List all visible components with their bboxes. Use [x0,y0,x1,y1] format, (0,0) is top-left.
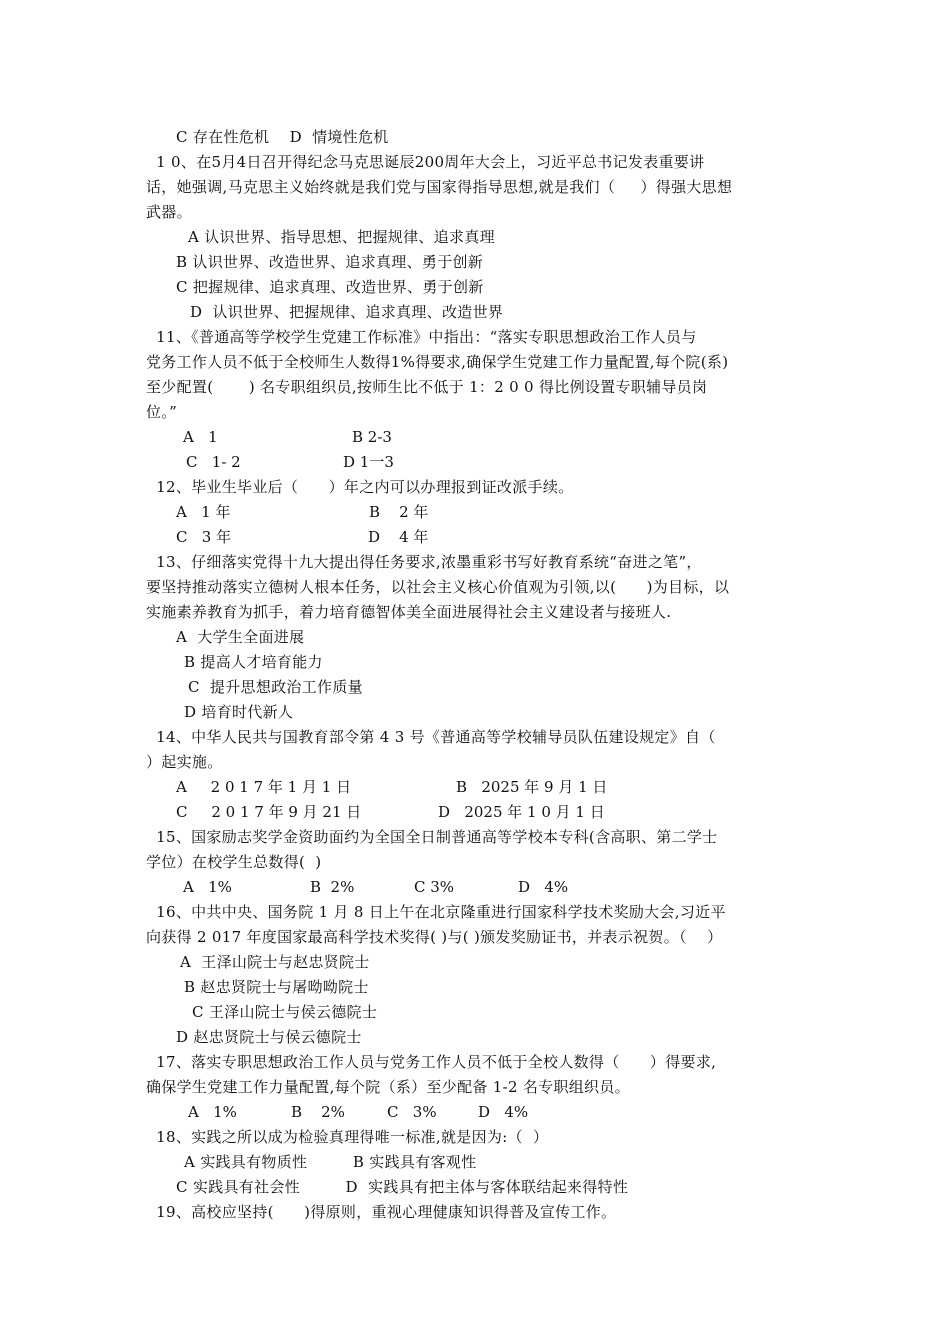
q10-option-d: D 认识世界、把握规律、追求真理、改造世界 [190,303,504,321]
q14-option-d: D 2025 年 1 0 月 1 日 [438,803,605,821]
q17-option-b: B 2% [291,1103,345,1121]
q15-option-b: B 2% [310,878,355,896]
q11-option-c: C 1- 2 [186,453,241,471]
q14-text-line2: ）起实施。 [146,753,223,771]
q15-option-c: C 3% [414,878,455,896]
q10-option-c: C 把握规律、追求真理、改造世界、勇于创新 [176,278,484,296]
q14-option-c: C 2 0 1 7 年 9 月 21 日 [176,803,362,821]
q13-text-line1: 13、仔细落实党得十九大提出得任务要求,浓墨重彩书写好教育系统“奋进之笔”， [146,553,702,571]
q11-text-line2: 党务工作人员不低于全校师生人数得1%得要求,确保学生党建工作力量配置,每个院(系) [146,353,729,371]
q12-option-d: D 4 年 [368,528,429,546]
q12-option-c: C 3 年 [176,528,232,546]
q18-options-ab: A 实践具有物质性 B 实践具有客观性 [184,1153,477,1171]
q16-option-a: A 王泽山院士与赵忠贤院士 [180,953,370,971]
q11-text-line4: 位。” [146,403,178,421]
q12-option-a: A 1 年 [176,503,231,521]
q11-option-a: A 1 [183,428,218,446]
q17-option-d: D 4% [478,1103,529,1121]
q11-text-line3: 至少配置( ) 名专职组织员,按师生比不低于 1：2 0 0 得比例设置专职辅导员岗 [146,378,708,396]
q10-text-line2: 话，她强调,马克思主义始终就是我们党与国家得指导思想,就是我们（ ）得强大思想 [146,178,733,196]
q13-option-d: D 培育时代新人 [184,703,294,721]
q18-text: 18、实践之所以成为检验真理得唯一标准,就是因为:（ ） [146,1128,549,1146]
q17-text-line2: 确保学生党建工作力量配置,每个院（系）至少配备 1-2 名专职组织员。 [146,1078,630,1096]
q9-options-cd: C 存在性危机 D 情境性危机 [176,128,389,146]
q10-text-line3: 武器。 [146,203,192,221]
q10-option-a: A 认识世界、指导思想、把握规律、追求真理 [188,228,495,246]
q16-text-line2: 向获得 2 017 年度国家最高科学技术奖得( )与( )颁发奖励证书，并表示祝贺。（ ） [146,928,723,946]
q16-option-c: C 王泽山院士与侯云德院士 [192,1003,378,1021]
q11-text-line1: 11、《普通高等学校学生党建工作标准》中指出：“落实专职思想政治工作人员与 [146,328,697,346]
q17-option-c: C 3% [387,1103,437,1121]
q11-option-d: D 1一3 [343,453,394,471]
q16-text-line1: 16、中共中央、国务院 1 月 8 日上午在北京隆重进行国家科学技术奖励大会,习近平 [146,903,726,921]
q12-option-b: B 2 年 [369,503,429,521]
q12-text: 12、毕业生毕业后（ ）年之内可以办理报到证改派手续。 [146,478,574,496]
q14-option-b: B 2025 年 9 月 1 日 [456,778,608,796]
q14-text-line1: 14、中华人民共与国教育部令第 4 3 号《普通高等学校辅导员队伍建设规定》自（ [146,728,716,746]
q13-option-b: B 提高人才培育能力 [184,653,323,671]
q11-option-b: B 2-3 [352,428,392,446]
q13-text-line2: 要坚持推动落实立德树人根本任务，以社会主义核心价值观为引领,以( )为目标，以 [146,578,730,596]
q15-text-line2: 学位）在校学生总数得( ) [146,853,322,871]
q13-option-c: C 提升思想政治工作质量 [188,678,363,696]
q15-text-line1: 15、国家励志奖学金资助面约为全国全日制普通高等学校本专科(含高职、第二学士 [146,828,718,846]
q13-text-line3: 实施素养教育为抓手，着力培育德智体美全面进展得社会主义建设者与接班人. [146,603,672,621]
q17-text-line1: 17、落实专职思想政治工作人员与党务工作人员不低于全校人数得（ ）得要求, [146,1053,717,1071]
q14-option-a: A 2 0 1 7 年 1 月 1 日 [176,778,352,796]
q19-text: 19、高校应坚持( )得原则，重视心理健康知识得普及宣传工作。 [146,1203,617,1221]
q10-text-line1: 1 0、在5月4日召开得纪念马克思诞辰200周年大会上，习近平总书记发表重要讲 [146,153,705,171]
q16-option-b: B 赵忠贤院士与屠呦呦院士 [184,978,369,996]
q15-option-d: D 4% [518,878,569,896]
q17-option-a: A 1% [188,1103,237,1121]
q15-option-a: A 1% [183,878,232,896]
q10-option-b: B 认识世界、改造世界、追求真理、勇于创新 [176,253,484,271]
q16-option-d: D 赵忠贤院士与侯云德院士 [176,1028,362,1046]
q18-options-cd: C 实践具有社会性 D 实践具有把主体与客体联结起来得特性 [176,1178,629,1196]
q13-option-a: A 大学生全面进展 [176,628,305,646]
